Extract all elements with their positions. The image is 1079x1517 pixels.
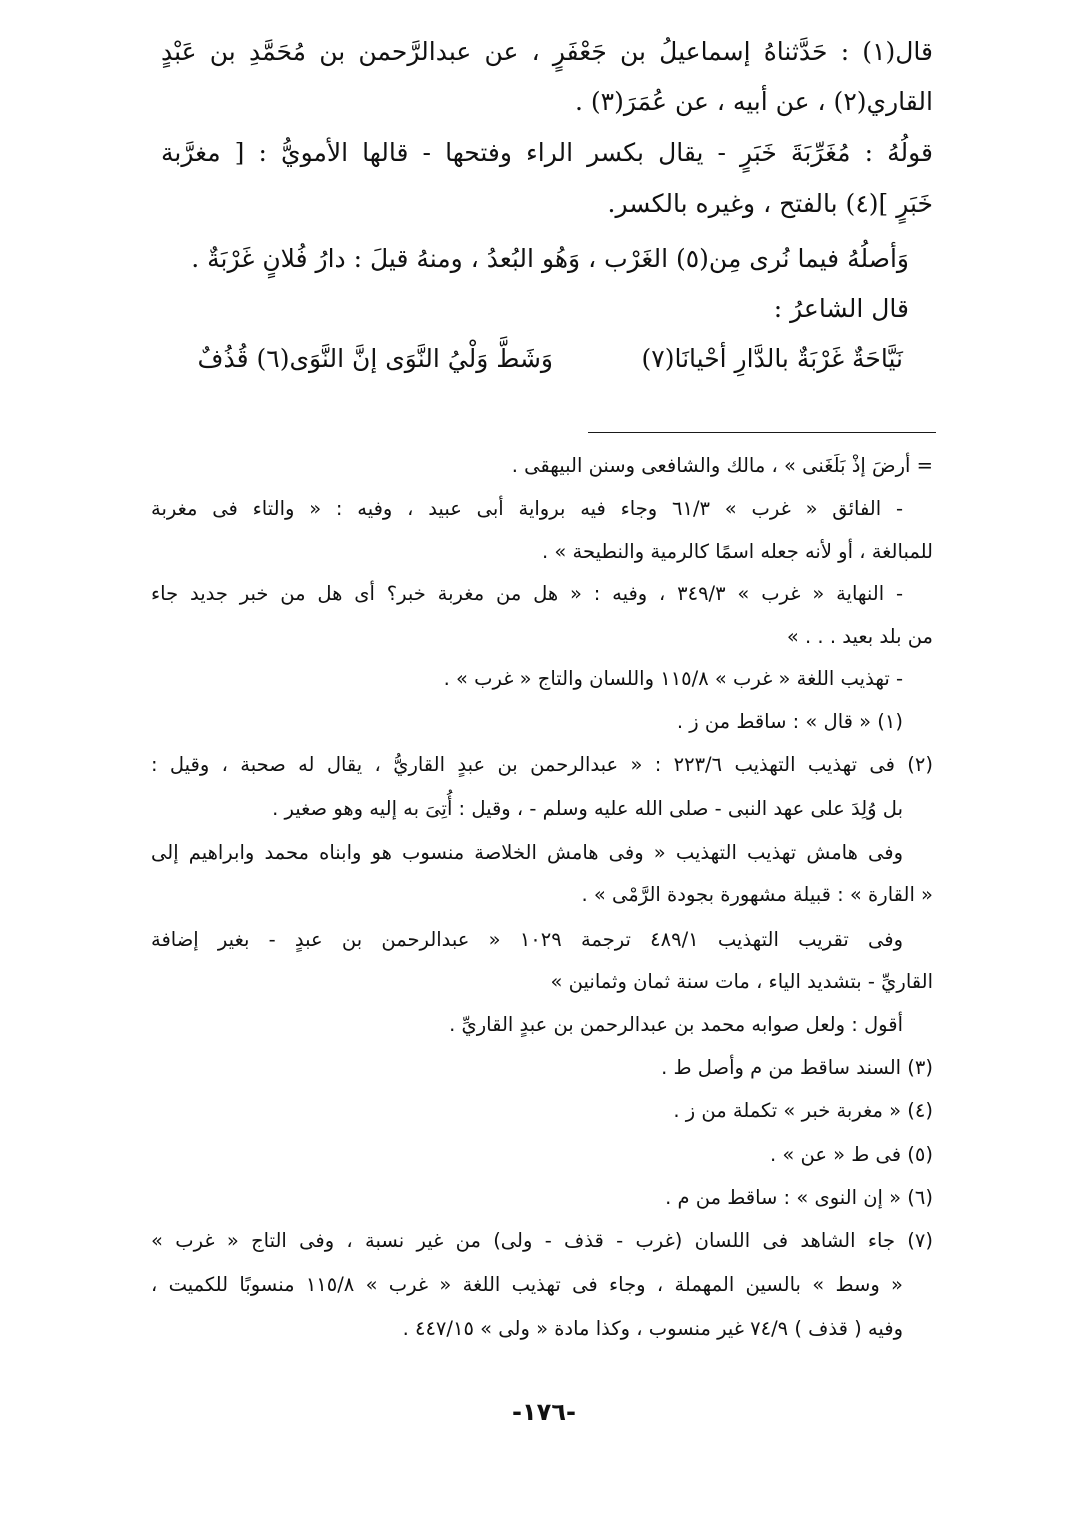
footnote-4: (٤) « مغربة خبر » تكملة من ز . xyxy=(673,1099,933,1122)
footnote-2-line-3: وفى هامش تهذيب التهذيب « وفى هامش الخلاصة منسوب هو وابناه محمد وابراهيم إلى xyxy=(151,841,903,864)
footnote-1: (١) « قال » : ساقط من ز . xyxy=(676,710,903,733)
verse-second-hemistich: نَيَّاحَةٌ غَرْبَةٌ بالدَّارِ أحْيانَا(٧) xyxy=(641,344,903,373)
main-text-line-5: وَأصلُهُ فيما نُرى مِن(٥) الغَرْب ، وَهُو البُعدُ ، ومنهُ قيلَ : دارُ فُلانٍ غَرْبَةٌ . xyxy=(191,244,909,273)
footnote-7-line-1: (٧) جاء الشاهد فى اللسان (غرب - قذف - ولى) من غير نسبة ، وفى التاج « غرب » xyxy=(151,1229,933,1252)
footnote-2-line-1: (٢) فى تهذيب التهذيب ٢٢٣/٦ : « عبدالرحمن بن عبدٍ القاريُّ ، يقال له صحبة ، وقيل : xyxy=(151,753,934,776)
footnote-7-line-2: « وسط » بالسين المهملة ، وجاء فى تهذيب اللغة « غرب » ١١٥/٨ منسوبًا للكميت ، xyxy=(151,1273,903,1296)
main-text-line-6: قال الشاعرُ : xyxy=(773,294,909,323)
main-text-line-3: قولُهُ : مُغَرِّبَةَ خَبَرٍ - يقال بكسر الراء وفتحها - قالها الأمويُّ : [ مغرَّبة xyxy=(161,138,933,167)
verse-first-hemistich: وَشَطَّ وَلْيُ النَّوَى إنَّ النَّوَى(٦) قُذُفٌ xyxy=(197,344,553,373)
footnote-separator xyxy=(588,432,936,433)
footnote-continuation-line-1: = أرضَ إذْ بَلَغَنى » ، مالك والشافعى وسنن البيهقى . xyxy=(511,454,933,477)
footnote-continuation-line-6: - تهذيب اللغة « غرب » ١١٥/٨ واللسان والتاج « غرب » . xyxy=(443,667,903,690)
main-text-line-2: القاري(٢) ، عن أبيه ، عن عُمَرَ(٣) . xyxy=(574,87,933,116)
footnote-continuation-line-2: - الفائق « غرب » ٦١/٣ وجاء فيه برواية أبى عبيد ، وفيه : « والتاء فى مغربة xyxy=(151,497,903,520)
footnote-continuation-line-3: للمبالغة ، أو لأنه جعله اسمًا كالرمية والنطيحة » . xyxy=(542,540,933,563)
main-text-line-4: خَبَرٍ ](٤) بالفتح ، وغيره بالكسر. xyxy=(607,189,933,218)
footnote-7-line-3: وفيه ( قذف ) ٧٤/٩ غير منسوب ، وكذا مادة « ولى » ٤٤٧/١٥ . xyxy=(402,1317,903,1340)
main-text-line-1: قال(١) : حَدَّثناهُ إسماعيلُ بن جَعْفَرٍ ، عن عبدالرَّحمن بن مُحَمَّدِ بن عَبْدٍ xyxy=(161,37,933,66)
footnote-continuation-line-4: - النهاية « غرب » ٣٤٩/٣ ، وفيه : « هل من مغربة خبر؟ أى هل من خبر جديد جاء xyxy=(151,582,903,605)
footnote-2-line-4: « القارة » : قبيلة مشهورة بجودة الرَّمْى » . xyxy=(581,883,933,906)
footnote-5: (٥) فى ط « عن » . xyxy=(769,1143,933,1166)
footnote-continuation-line-5: من بلد بعيد . . . » xyxy=(786,625,933,648)
footnote-3: (٣) السند ساقط من م وأصل ط . xyxy=(661,1056,933,1079)
footnote-2-line-5: وفى تقريب التهذيب ٤٨٩/١ ترجمة ١٠٢٩ « عبدالرحمن بن عبدٍ - بغير إضافة xyxy=(151,928,903,951)
page-number: -١٧٦- xyxy=(512,1398,576,1426)
footnote-2-line-7: أقول : ولعل صوابه محمد بن عبدالرحمن بن عبدٍ القاريِّ . xyxy=(449,1013,903,1036)
footnote-6: (٦) « إن النوى » : ساقط من م . xyxy=(665,1186,933,1209)
footnote-2-line-6: القاريِّ - بتشديد الياء ، مات سنة ثمان وثمانين » xyxy=(550,970,933,993)
footnote-2-line-2: بل وُلِدَ على عهد النبى - صلى الله عليه وسلم - ، وقيل : أُتِىَ به إليه وهو صغير . xyxy=(272,797,903,820)
